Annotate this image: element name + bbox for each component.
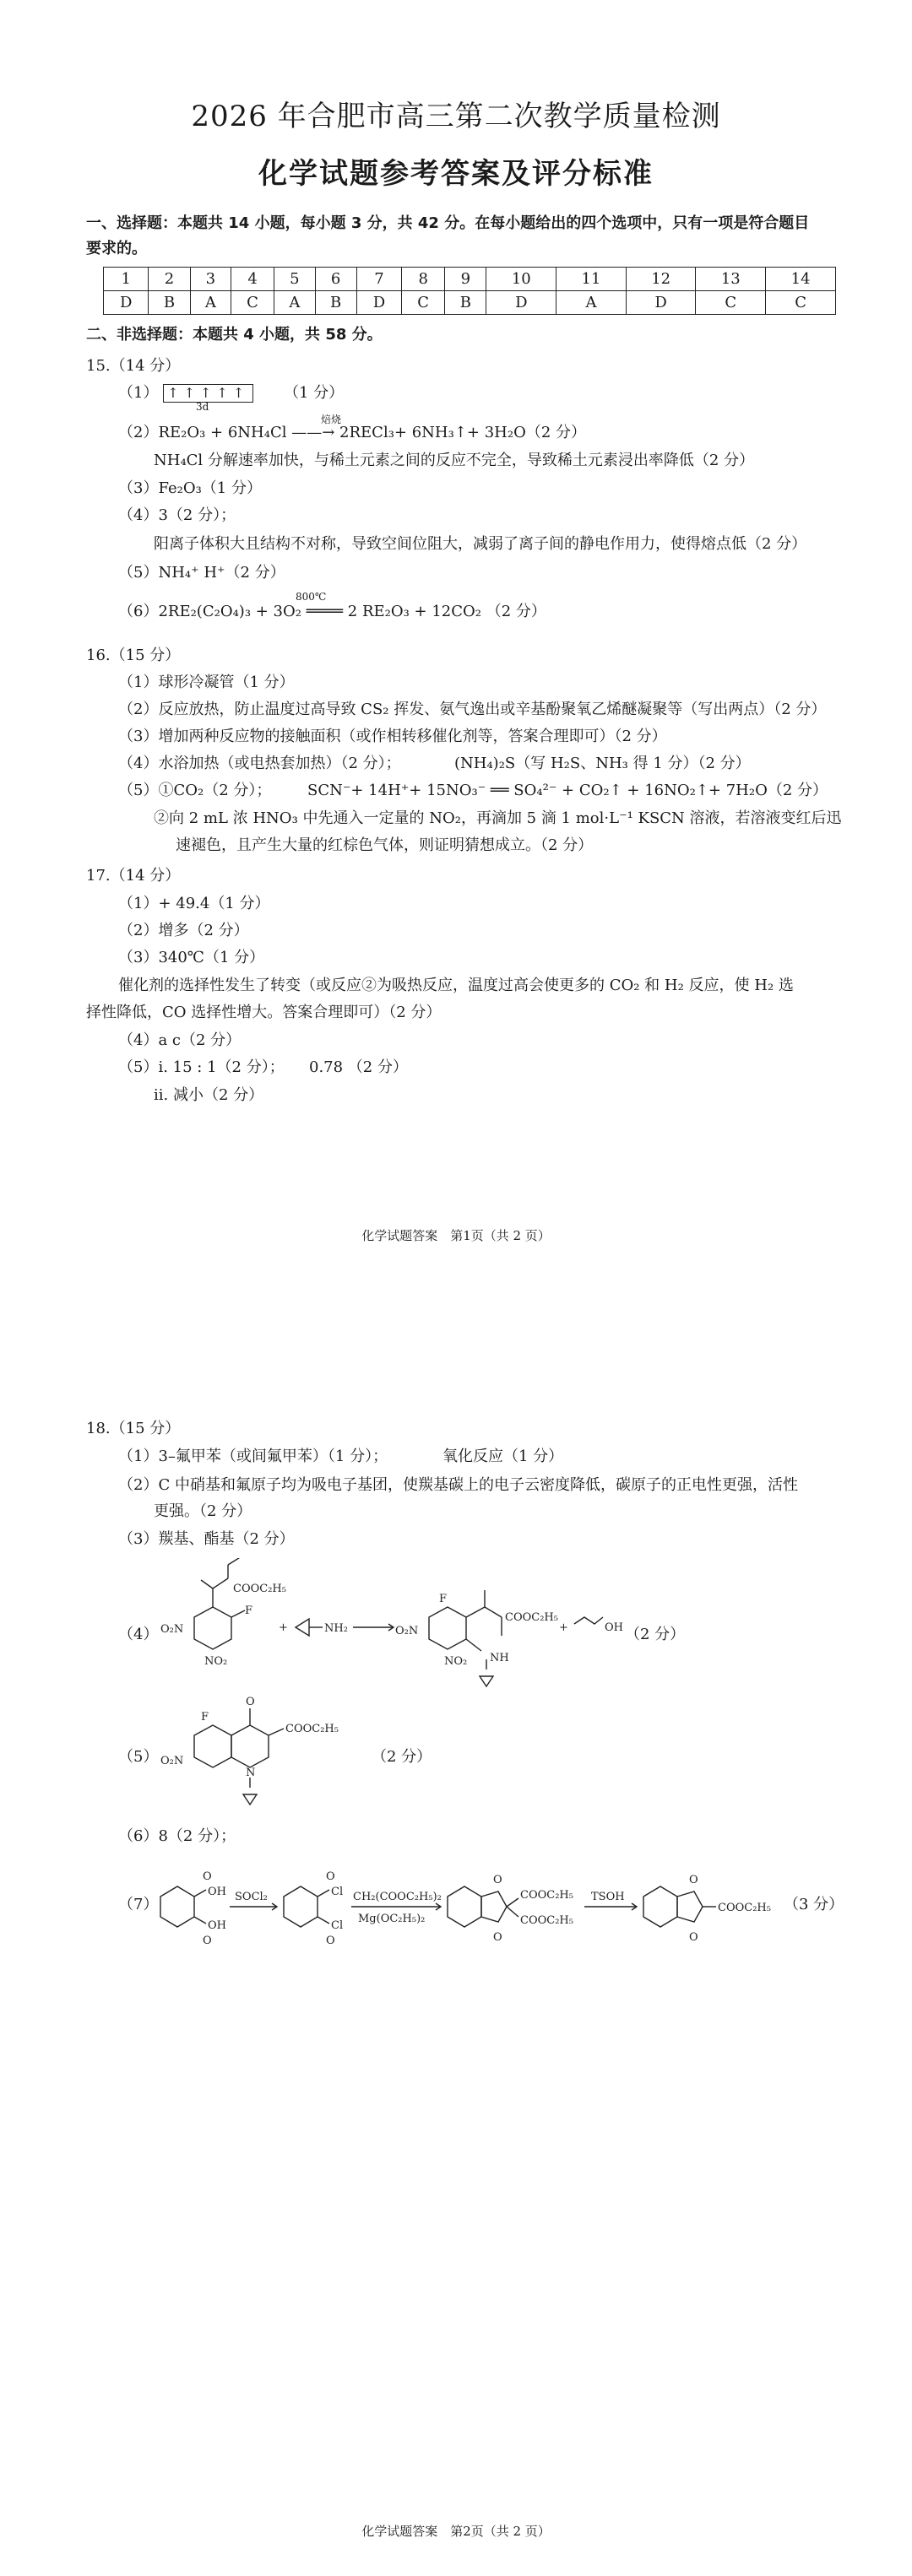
answer-cell: D xyxy=(626,291,696,315)
q15-heading: 15.（14 分） xyxy=(86,357,181,375)
answer-cell: B xyxy=(445,291,486,315)
answer-cell: A xyxy=(190,291,231,315)
q15-part5: （5）NH₄⁺ H⁺（2 分） xyxy=(118,564,285,582)
section-1-heading-cont: 要求的。 xyxy=(86,240,147,257)
q18-part1b: 氧化反应（1 分） xyxy=(442,1448,564,1465)
q15-part4-note: 阳离子体积大且结构不对称，导致空间位阻大，减弱了离子间的静电作用力，使得熔点低（2 分） xyxy=(154,535,807,553)
cl-label-2: Cl xyxy=(331,1919,344,1932)
no2-label: NO₂ xyxy=(204,1655,228,1668)
q18-part1a: （1）3–氟甲苯（或间氟甲苯）（1 分）； xyxy=(118,1448,388,1465)
nh-label: NH xyxy=(490,1652,509,1664)
question-number-cell: 3 xyxy=(190,268,231,291)
q16-part5b: SCN⁻+ 14H⁺+ 15NO₃⁻ ══ SO₄²⁻ + CO₂↑ + 16NO₂↑+ 7H₂O（2 分） xyxy=(307,782,828,799)
q18-heading: 18.（15 分） xyxy=(86,1420,181,1437)
q18-part2-line2: 更强。（2 分） xyxy=(154,1502,252,1520)
cooc2h5-label-b: COOC₂H₅ xyxy=(520,1914,573,1927)
q18-part5-label: （5） xyxy=(118,1748,159,1766)
answer-cell: D xyxy=(356,291,401,315)
ethanol-structure xyxy=(574,1617,603,1624)
q17-part5c: ii. 减小（2 分） xyxy=(154,1086,264,1104)
q17-heading: 17.（14 分） xyxy=(86,867,181,885)
nh2-label: NH₂ xyxy=(324,1622,348,1635)
q18-part4-reaction-scheme xyxy=(160,1558,633,1702)
q15-part2-equation: （2）RE₂O₃ + 6NH₄Cl ——→ 2RECl₃+ 6NH₃↑+ 3H₂O（2 分） xyxy=(118,424,587,441)
answer-cell: C xyxy=(696,291,766,315)
phthalic-acid-structure xyxy=(160,1886,206,1927)
product-fluorine-label: F xyxy=(439,1593,448,1605)
question-number-cell: 6 xyxy=(315,268,356,291)
question-number-cell: 5 xyxy=(274,268,315,291)
answer-cell: C xyxy=(231,291,274,315)
q18-part7-label: （7） xyxy=(118,1896,159,1913)
nitrogen-label: N xyxy=(246,1767,256,1779)
q16-part5a: （5）①CO₂（2 分）； xyxy=(118,782,272,799)
o2n-label: O₂N xyxy=(160,1755,184,1767)
q18-part3: （3）羰基、酯基（2 分） xyxy=(118,1530,295,1548)
q18-part5-score: （2 分） xyxy=(372,1748,432,1766)
q17-part3: （3）340℃（1 分） xyxy=(118,949,265,966)
socl2-reagent: SOCl₂ xyxy=(235,1891,268,1903)
answer-cell: C xyxy=(402,291,445,315)
oh-label: OH xyxy=(208,1886,226,1898)
q16-part4b: (NH₄)₂S（写 H₂S、NH₃ 得 1 分）（2 分） xyxy=(454,755,751,772)
answer-cell: D xyxy=(104,291,149,315)
question-number-cell: 8 xyxy=(402,268,445,291)
answer-cell: D xyxy=(486,291,556,315)
q15-part6-equation: （6）2RE₂(C₂O₄)₃ + 3O₂ ════ 2 RE₂O₃ + 12CO₂ （2 分） xyxy=(118,603,546,620)
q16-part5c: ②向 2 mL 浓 HNO₃ 中先通入一定量的 NO₂，再滴加 5 滴 1 mol·L⁻¹ KSCN 溶液，若溶液变红后迅 xyxy=(154,809,842,827)
q16-part5d: 速褪色，且产生大量的红棕色气体，则证明猜想成立。（2 分） xyxy=(176,836,594,854)
q16-part4a: （4）水浴加热（或电热套加热）（2 分）； xyxy=(118,755,401,772)
fluorine-label: F xyxy=(245,1605,253,1617)
page-footer-2: 化学试题答案 第2页（共 2 页） xyxy=(361,2524,551,2539)
cooc2h5-label: COOC₂H₅ xyxy=(285,1723,339,1735)
reactant-structure xyxy=(194,1558,245,1649)
cl-label: Cl xyxy=(331,1886,344,1898)
q17-part2: （2）增多（2 分） xyxy=(118,922,249,939)
answer-key-title: 化学试题参考答案及评分标准 xyxy=(258,157,654,191)
product-o2n-label: O₂N xyxy=(395,1625,419,1637)
answer-cell: A xyxy=(556,291,627,315)
q15-part1-label: （1） xyxy=(118,384,159,402)
q15-part2-condition: 焙烧 xyxy=(321,414,342,425)
section-1-heading: 一、选择题：本题共 14 小题，每小题 3 分，共 42 分。在每小题给出的四个选项中，只有一项是符合题目 xyxy=(86,214,810,232)
table-row-numbers xyxy=(104,268,836,291)
question-number-cell: 10 xyxy=(486,268,556,291)
question-number-cell: 1 xyxy=(104,268,149,291)
table-row-answers xyxy=(104,291,836,315)
q18-part4-score: （2 分） xyxy=(625,1626,686,1643)
oh-label: OH xyxy=(605,1621,623,1634)
cooc2h5-label-a: COOC₂H₅ xyxy=(520,1889,573,1902)
q18-part7-synthesis-route xyxy=(152,1858,819,1959)
choice-answer-table xyxy=(103,267,836,315)
q15-part4: （4）3（2 分）； xyxy=(118,506,236,524)
question-number-cell: 2 xyxy=(149,268,190,291)
answer-cell: B xyxy=(315,291,356,315)
q17-part3-note2: 择性降低，CO 选择性增大。答案合理即可）（2 分） xyxy=(86,1004,442,1021)
o-label-4: O xyxy=(326,1935,335,1947)
cooc2h5-label-c: COOC₂H₅ xyxy=(718,1902,771,1914)
o-label-7: O xyxy=(689,1874,698,1886)
q16-part2: （2）反应放热，防止温度过高导致 CS₂ 挥发、氨气逸出或辛基酚聚氧乙烯醚凝聚等（写出两点）（2 分） xyxy=(118,701,827,718)
fluorine-label: F xyxy=(201,1711,209,1724)
o-label-8: O xyxy=(689,1931,698,1944)
orbital-3d-label: 3d xyxy=(196,401,209,413)
q16-part3: （3）增加两种反应物的接触面积（或作相转移催化剂等，答案合理即可）（2 分） xyxy=(118,728,667,745)
q15-part6-condition: 800℃ xyxy=(296,591,327,603)
q18-part7-score: （3 分） xyxy=(784,1896,844,1913)
q15-part1-score: （1 分） xyxy=(283,384,345,402)
tsoh-reagent: TSOH xyxy=(591,1891,625,1903)
q18-part6: （6）8（2 分）； xyxy=(118,1827,236,1845)
q17-part5b: 0.78 （2 分） xyxy=(309,1058,408,1076)
q16-heading: 16.（15 分） xyxy=(86,647,181,664)
o-label-6: O xyxy=(493,1931,502,1944)
q18-part2-line1: （2）C 中硝基和氟原子均为吸电子基团，使羰基碳上的电子云密度降低，碳原子的正电性更强，活性 xyxy=(118,1476,798,1494)
q17-part5a: （5）i. 15 : 1（2 分）； xyxy=(118,1058,285,1076)
q15-part1 xyxy=(118,382,344,404)
answer-cell: C xyxy=(766,291,836,315)
question-number-cell: 11 xyxy=(556,268,627,291)
o-label-2: O xyxy=(203,1935,212,1947)
question-number-cell: 4 xyxy=(231,268,274,291)
question-number-cell: 7 xyxy=(356,268,401,291)
section-2-heading: 二、非选择题：本题共 4 小题，共 58 分。 xyxy=(86,326,383,344)
indanedione-ester-structure xyxy=(643,1886,716,1927)
q17-part1: （1）+ 49.4（1 分） xyxy=(118,895,270,912)
answer-cell: A xyxy=(274,291,315,315)
question-number-cell: 12 xyxy=(626,268,696,291)
question-number-cell: 14 xyxy=(766,268,836,291)
o-label: O xyxy=(203,1870,212,1883)
q15-part3: （3）Fe₂O₃（1 分） xyxy=(118,479,262,497)
q17-part3-note1: 催化剂的选择性发生了转变（或反应②为吸热反应，温度过高会使更多的 CO₂ 和 H₂ 反应，使 H₂ 选 xyxy=(118,977,794,994)
plus-sign-2: + xyxy=(559,1621,568,1634)
magnesium-ethoxide-reagent: Mg(OC₂H₅)₂ xyxy=(358,1913,426,1925)
q16-part1: （1）球形冷凝管（1 分） xyxy=(118,674,295,691)
orbital-diagram-box: ↑↑↑↑↑ xyxy=(163,384,253,403)
phthaloyl-chloride-structure xyxy=(284,1886,329,1927)
cooc2h5-label: COOC₂H₅ xyxy=(233,1583,286,1595)
q18-part4-label: （4） xyxy=(118,1626,159,1643)
plus-sign: + xyxy=(279,1621,288,1634)
question-number-cell: 9 xyxy=(445,268,486,291)
page-footer: 化学试题答案 第1页（共 2 页） xyxy=(361,1228,551,1243)
answer-cell: B xyxy=(149,291,190,315)
q18-part5-structure xyxy=(160,1693,355,1820)
q17-part4: （4）a c（2 分） xyxy=(118,1031,242,1049)
o-label-5: O xyxy=(493,1874,502,1886)
question-number-cell: 13 xyxy=(696,268,766,291)
o2n-label: O₂N xyxy=(160,1623,184,1636)
exam-title: 2026 年合肥市高三第二次教学质量检测 xyxy=(191,100,721,133)
oh-label-2: OH xyxy=(208,1919,226,1932)
malonate-reagent: CH₂(COOC₂H₅)₂ xyxy=(353,1891,442,1903)
q15-part2-note: NH₄Cl 分解速率加快，与稀土元素之间的反应不完全，导致稀土元素浸出率降低（2 分） xyxy=(154,452,755,469)
oxygen-label: O xyxy=(246,1696,255,1708)
product-no2-label: NO₂ xyxy=(444,1655,468,1668)
page-2 xyxy=(0,1288,912,2576)
o-label-3: O xyxy=(326,1870,335,1883)
diester-intermediate-structure xyxy=(448,1886,518,1927)
product-cooc2h5-label: COOC₂H₅ xyxy=(505,1611,558,1624)
